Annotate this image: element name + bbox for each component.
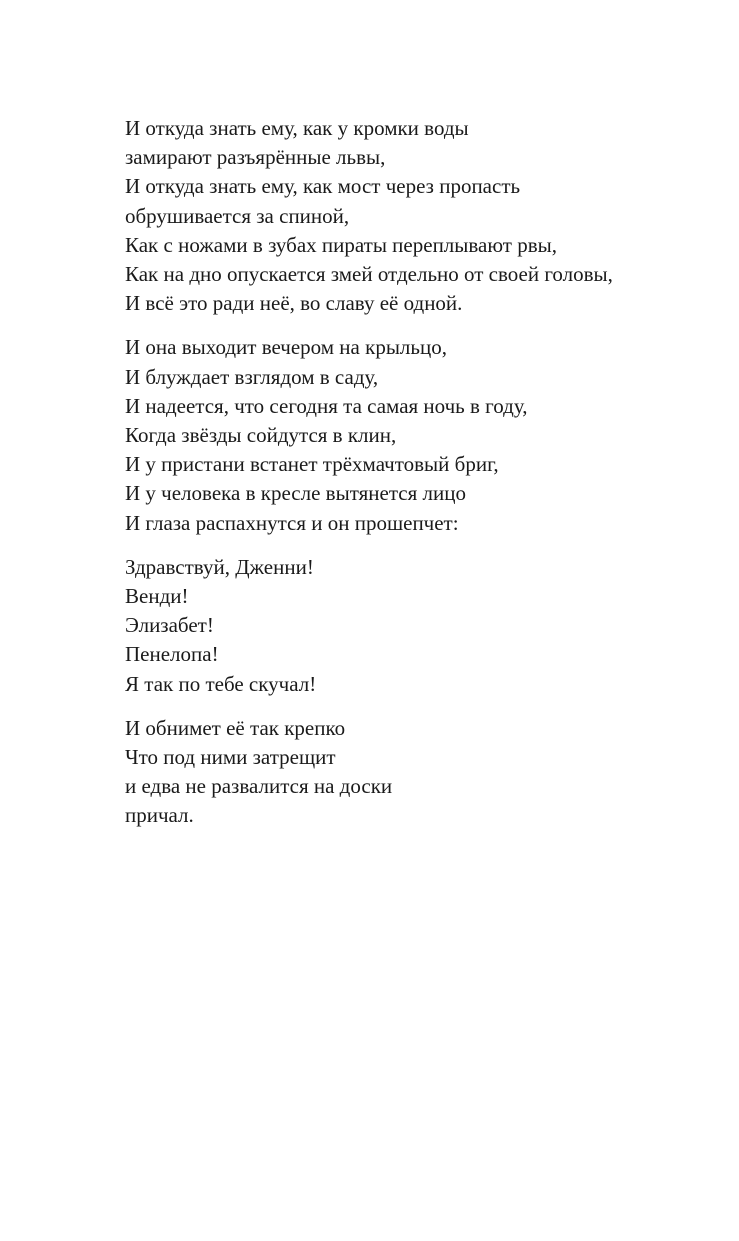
- stanza-4: [125, 714, 715, 831]
- poem-line: Элизабет!: [125, 613, 214, 638]
- poem-line: Как на дно опускается змей отдельно от своей головы,: [125, 262, 613, 287]
- stanza-2: [125, 333, 715, 537]
- poem-text: [125, 114, 715, 846]
- poem-line: Когда звёзды сойдутся в клин,: [125, 423, 397, 448]
- poem-line: Я так по тебе скучал!: [125, 671, 317, 696]
- poem-line: причал.: [125, 803, 194, 828]
- poem-line: И блуждает взглядом в саду,: [125, 364, 379, 389]
- poem-line: И у пристани встанет трёхмачтовый бриг,: [125, 452, 499, 477]
- poem-line: И всё это ради неё, во славу её одной.: [125, 291, 463, 316]
- poem-line: И она выходит вечером на крыльцо,: [125, 335, 447, 360]
- poem-line: И откуда знать ему, как у кромки воды: [125, 116, 469, 140]
- stanza-1: [125, 114, 715, 318]
- poem-line: И надеется, что сегодня та самая ночь в году,: [125, 393, 528, 418]
- poem-line: И обнимет её так крепко: [125, 715, 346, 740]
- poem-line: обрушивается за спиной,: [125, 203, 350, 228]
- poem-line: замирают разъярённые львы,: [125, 145, 386, 170]
- stanza-3: [125, 553, 715, 699]
- poem-line: и едва не развалится на доски: [125, 774, 393, 799]
- poem-line: Венди!: [125, 584, 189, 609]
- poem-line: Что под ними затрещит: [125, 745, 336, 770]
- poem-line: И у человека в кресле вытянется лицо: [125, 481, 466, 506]
- poem-line: Пенелопа!: [125, 642, 219, 667]
- poem-line: Как с ножами в зубах пираты переплывают рвы,: [125, 232, 557, 257]
- poem-line: И откуда знать ему, как мост через пропасть: [125, 174, 521, 199]
- poem-line: И глаза распахнутся и он прошепчет:: [125, 510, 459, 535]
- poem-line: Здравствуй, Дженни!: [125, 554, 314, 579]
